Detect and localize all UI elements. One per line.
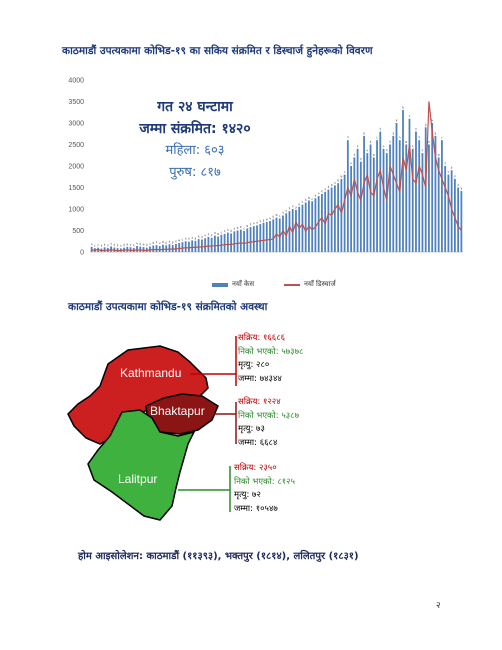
bar-data-label: ८ [441, 135, 443, 140]
bar-data-label: ० [447, 170, 450, 175]
bar [217, 237, 219, 252]
y-tick-label: 4000 [68, 77, 84, 85]
bar [266, 222, 268, 252]
bar-data-label: ८ [311, 196, 314, 201]
bar-data-label: ६ [337, 178, 340, 183]
bar [379, 132, 381, 252]
bar-data-label: १ [450, 165, 453, 170]
legend-label-discharge: नयाँ डिस्चार्ज [304, 280, 336, 288]
bar-data-label: ३ [230, 229, 233, 234]
bar [389, 145, 391, 253]
section-title: काठमाडौं उपत्यकामा कोभिड-१९ संक्रमितको अवस्था [68, 301, 268, 313]
district-label-lalitpur: Lalitpur [118, 472, 158, 486]
bar-data-label: ८ [408, 114, 411, 119]
bar [289, 211, 291, 252]
bar-data-label: ४ [428, 140, 430, 144]
bar [337, 183, 339, 252]
bar [269, 221, 271, 252]
bar-data-label: ४ [363, 131, 365, 136]
bar-data-label: १ [288, 206, 291, 211]
bar [298, 207, 300, 252]
bar [240, 230, 242, 252]
bar-data-label: ० [252, 221, 255, 226]
bar-data-label: ५ [333, 180, 336, 185]
bar-data-label: २ [389, 140, 391, 144]
bar-data-label: ९ [223, 229, 226, 234]
bar-data-label: ७ [372, 152, 375, 157]
y-tick-label: 1500 [68, 185, 84, 192]
bhaktapur-stats [238, 396, 299, 450]
bar [162, 245, 164, 252]
bar-data-label: ६ [197, 234, 200, 239]
bar-data-label: ० [415, 127, 417, 132]
bar-data-label: ७ [308, 195, 310, 200]
bar-data-label: ४ [213, 231, 216, 236]
bar-data-label: १ [113, 242, 116, 247]
bar [363, 136, 365, 252]
lalitpur-recovered: निको भएको: ८१२५ [234, 476, 296, 487]
bar-data-label: ४ [298, 202, 301, 207]
bar [431, 123, 433, 252]
bar [263, 223, 265, 252]
y-tick-label: 2500 [68, 142, 84, 149]
chart-title: काठमाडौं उपत्यकामा कोभिड-१९ का सकिय संक्रमित र डिस्चार्ज हुनेहरूको विवरण [62, 45, 373, 57]
bar-data-label: ३ [424, 122, 427, 127]
kathmandu-stats [238, 332, 303, 386]
bar [344, 175, 346, 252]
bar [409, 119, 411, 252]
bar [331, 188, 333, 253]
bhaktapur-recovered: निको भएको: ५३८७ [238, 410, 300, 421]
bar-data-label: ८ [376, 135, 378, 140]
bar-data-label: ६ [402, 105, 404, 110]
bhaktapur-deaths: मृत्यु: ७३ [238, 424, 265, 434]
bar-data-label: ४ [460, 186, 463, 191]
bar [340, 179, 342, 252]
bar [246, 228, 248, 252]
bar [392, 136, 394, 252]
kathmandu-recovered: निको भएको: ५७३७८ [238, 346, 304, 357]
bar-data-label: १ [210, 233, 213, 238]
bar-data-label: ३ [123, 243, 125, 248]
bar-data-label: २ [324, 187, 327, 192]
bar [198, 239, 200, 252]
bar-data-label: ८ [93, 243, 96, 248]
bar-data-label: ७ [246, 223, 249, 228]
bar [347, 140, 349, 252]
bar [204, 238, 206, 252]
summary-male: पुरुष: ८१७ [169, 165, 221, 180]
bar-data-label: ४ [162, 240, 164, 245]
district-label-kathmandu: Kathmandu [120, 366, 182, 380]
bar [460, 191, 462, 252]
y-tick-label: 3000 [68, 120, 84, 128]
lalitpur-stats [234, 462, 295, 516]
bar-data-label: ६ [236, 226, 239, 230]
bar [366, 153, 368, 252]
bar-data-label: ६ [165, 240, 168, 245]
bar-data-label: ४ [126, 242, 129, 247]
bar-data-label: ७ [217, 232, 220, 237]
bar [302, 205, 304, 252]
bar [282, 215, 284, 252]
bar [402, 110, 404, 252]
bar-data-label: १ [256, 220, 258, 225]
bar-data-label: ६ [369, 140, 372, 144]
summary-heading: गत २४ घन्टामा [157, 99, 233, 115]
legend-bar-swatch [212, 283, 228, 287]
bar-data-label: २ [207, 232, 210, 237]
bar [159, 246, 161, 252]
bar [136, 246, 138, 252]
bar [415, 132, 417, 252]
bar-data-label: ३ [200, 235, 203, 240]
y-tick-label: 500 [72, 228, 84, 235]
bar [227, 233, 229, 252]
bar [444, 166, 446, 252]
bar-data-label: १ [353, 152, 356, 157]
bar-data-label: ७ [178, 238, 181, 243]
bar [250, 227, 252, 252]
bar-data-label: २ [129, 242, 132, 247]
bar [191, 240, 193, 252]
bar [211, 238, 213, 252]
bar [143, 247, 145, 252]
bar-data-label: ८ [220, 230, 223, 235]
bar [328, 190, 330, 252]
y-tick-label: 1000 [68, 206, 84, 214]
bar-data-label: १ [168, 239, 171, 244]
bar-data-label: ८ [97, 243, 100, 248]
bar [243, 231, 245, 252]
bar-data-label: ४ [330, 183, 333, 187]
bar-data-label: ५ [398, 135, 401, 140]
bar-data-label: १ [103, 242, 106, 247]
page-number: २ [436, 601, 441, 611]
bar [457, 188, 459, 253]
valley-map [60, 322, 240, 532]
bar [253, 226, 255, 252]
bar [360, 162, 362, 252]
bar [175, 244, 177, 252]
bar-data-label: ३ [295, 205, 297, 210]
bar-data-label: ९ [444, 161, 447, 166]
bar [418, 140, 420, 252]
bar-data-label: १ [320, 189, 323, 194]
bar-data-label: ७ [340, 174, 343, 179]
bar-data-label: २ [119, 243, 122, 248]
bar [149, 246, 151, 252]
bar-data-label: ६ [304, 198, 307, 203]
bar [422, 153, 424, 252]
bar-data-label: ० [90, 242, 93, 247]
bar [295, 210, 297, 252]
bar-data-label: ५ [136, 241, 138, 246]
bar-data-label: ३ [359, 157, 362, 162]
summary-total: जम्मा संक्रमित: १४२० [139, 121, 251, 137]
bar [156, 245, 158, 252]
bar-data-label: ५ [301, 200, 304, 205]
bar-data-label: १ [100, 244, 103, 249]
bar [353, 157, 355, 252]
bar-data-label: ९ [282, 210, 284, 215]
bar-data-label: ७ [275, 213, 278, 218]
district-label-bhaktapur: Bhaktapur [150, 404, 205, 418]
bar [152, 246, 154, 252]
bar-data-label: ५ [204, 233, 207, 238]
bar-data-label: ३ [457, 183, 460, 187]
bar-data-label: २ [191, 235, 194, 240]
bar [207, 237, 209, 252]
bar-data-label: २ [259, 219, 262, 224]
bar-data-label: २ [421, 148, 424, 153]
bar [334, 185, 336, 252]
bar-data-label: ९ [411, 144, 414, 149]
bar-data-label: ९ [379, 127, 382, 132]
bar [182, 242, 184, 252]
bar-data-label: २ [356, 144, 359, 149]
bar [373, 157, 375, 252]
bar-data-label: २ [110, 241, 112, 246]
bar-data-label: ४ [265, 217, 268, 222]
bar-data-label: २ [453, 174, 456, 179]
y-axis [68, 78, 84, 257]
bar-data-label: ५ [431, 118, 434, 123]
bar [321, 194, 323, 252]
home-isolation-summary: होम आइसोलेशन: काठमाडौं (११३९३), भक्तपुर (१८१४), ललितपुर (१८३१) [78, 551, 359, 562]
legend-item-discharge [284, 280, 336, 289]
bar [256, 225, 258, 252]
bar-data-label: २ [233, 226, 236, 231]
bar-data-label: ७ [405, 140, 408, 144]
bar [178, 243, 180, 252]
legend-item-new-cases [212, 280, 254, 289]
bar-data-label: १ [188, 237, 190, 242]
bar-data-label: ८ [243, 226, 245, 231]
bar [396, 123, 398, 252]
bar-data-label: ३ [392, 131, 395, 136]
y-tick-label: 3500 [68, 99, 84, 106]
bar-data-label: ९ [314, 193, 317, 198]
bar-data-label: १ [132, 243, 135, 248]
summary-female: महिला: ६०३ [165, 143, 225, 158]
bar [386, 153, 388, 252]
bar-data-label: ५ [226, 228, 229, 233]
bar-data-label: ७ [437, 152, 440, 157]
bar-data-label: ३ [262, 218, 265, 223]
bar [357, 149, 359, 252]
bar-data-label: ४ [152, 241, 155, 246]
bar-data-label: ७ [142, 242, 145, 247]
bar [412, 149, 414, 252]
bar-data-label: १ [385, 148, 388, 153]
bar-data-label: ६ [139, 242, 142, 247]
bar [220, 235, 222, 252]
bar-data-label: ८ [181, 237, 184, 242]
bar [233, 231, 235, 252]
bar [259, 224, 261, 252]
bar [318, 196, 320, 252]
bar [172, 245, 174, 252]
bar-data-label: ८ [278, 213, 281, 218]
bar-data-label: ४ [395, 118, 398, 123]
bhaktapur-active: सक्रिय: १२२४ [238, 397, 281, 407]
bar-data-label: ८ [149, 241, 151, 246]
bar [305, 203, 307, 252]
bar-data-label: २ [106, 243, 109, 248]
bar [195, 241, 197, 252]
bar-data-label: ९ [155, 240, 158, 245]
bar [237, 231, 239, 253]
bar [165, 245, 167, 252]
bar-data-label: ९ [249, 222, 252, 227]
bar-data-label: ० [317, 191, 320, 196]
kathmandu-deaths: मृत्यु: २८० [238, 360, 270, 370]
bar [448, 175, 450, 252]
bar [383, 149, 385, 252]
y-tick-label: 2000 [68, 163, 84, 171]
bar [376, 140, 378, 252]
lalitpur-total: जम्मा: १०५४७ [234, 503, 278, 514]
bar-data-label: ९ [184, 236, 187, 241]
bar-data-label: ० [382, 144, 385, 149]
bar [311, 201, 313, 252]
bar [224, 234, 226, 252]
bar [230, 234, 232, 252]
kathmandu-total: जम्मा: ७४३४४ [238, 373, 282, 384]
bar [188, 242, 190, 252]
y-tick-label: 0 [80, 249, 84, 257]
bar-data-label: ९ [346, 135, 349, 140]
bar-data-label: १ [116, 243, 119, 248]
bar-data-label: १ [418, 135, 421, 140]
bar [272, 219, 274, 252]
legend-line-swatch [284, 284, 300, 286]
bar [201, 240, 203, 252]
bar-data-label: ५ [269, 216, 271, 221]
bar-data-label: ३ [171, 240, 174, 245]
lalitpur-deaths: मृत्यु: ७२ [234, 490, 261, 500]
legend-label-new-cases: नयाँ केस [232, 280, 255, 288]
bar-data-label: ६ [434, 131, 437, 136]
bar-data-label: २ [291, 204, 294, 209]
bar-data-label: ८ [343, 170, 346, 175]
bar [370, 145, 372, 253]
kathmandu-active: सक्रिय: १६६८६ [238, 333, 286, 343]
bar-data-label: ३ [327, 185, 330, 190]
bar [139, 247, 141, 252]
bar-data-label: ४ [194, 236, 197, 241]
bhaktapur-total: जम्मा: ६६८४ [238, 437, 278, 448]
bar [425, 127, 427, 252]
bar-data-label: ० [350, 161, 353, 166]
last-24h-summary [120, 96, 270, 184]
bar [441, 140, 443, 252]
bar-data-label: ६ [272, 214, 275, 219]
bar-data-label: ० [285, 208, 288, 213]
bar [169, 244, 171, 252]
bar-data-label: ५ [366, 148, 369, 153]
bar [428, 145, 430, 253]
bar [399, 140, 401, 252]
bar-data-label: २ [158, 241, 161, 246]
bar [185, 241, 187, 252]
bar [214, 236, 216, 252]
bar [350, 166, 352, 252]
bar-data-label: ४ [239, 225, 242, 230]
bar-data-label: २ [175, 239, 177, 244]
bar-data-label: ३ [145, 243, 148, 248]
lalitpur-active: सक्रिय: २३५० [234, 463, 277, 473]
